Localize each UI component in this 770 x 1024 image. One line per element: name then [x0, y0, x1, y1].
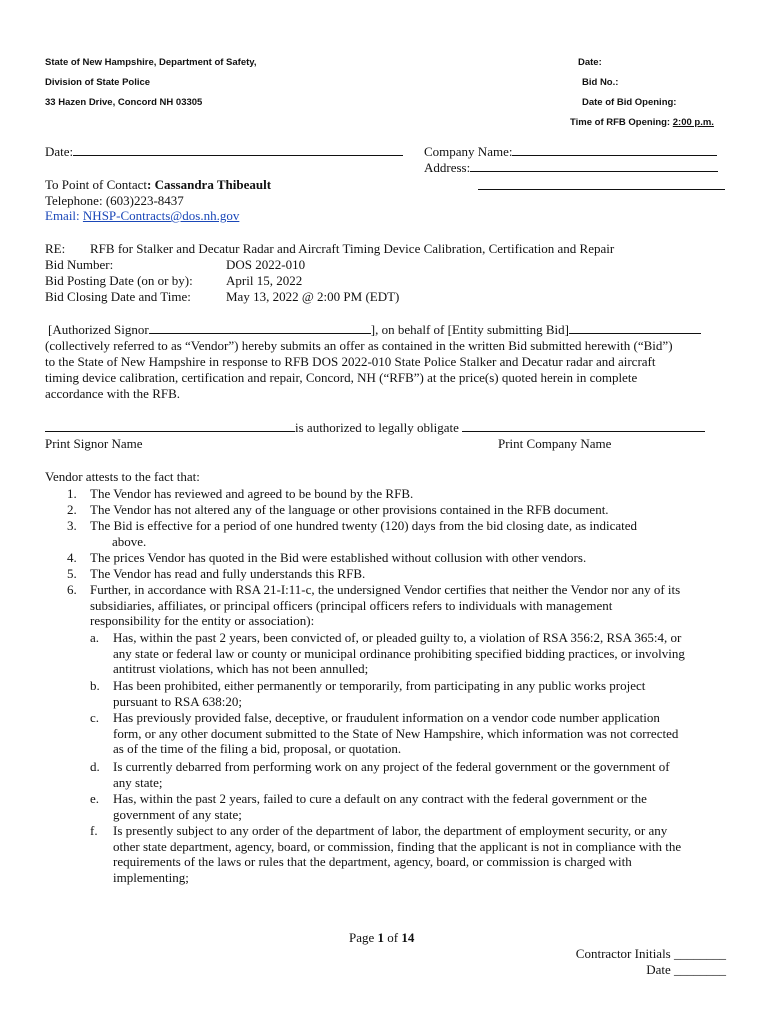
header-date-opening-label: Date of Bid Opening:: [582, 97, 677, 108]
company-name-field[interactable]: [512, 144, 717, 156]
header-division: Division of State Police: [45, 77, 151, 88]
initials-label: Contractor Initials: [575, 946, 674, 961]
footer-date-label: Date: [646, 962, 674, 977]
attest-item-number: 1.: [67, 486, 77, 501]
subitem-line: Is currently debarred from performing work on any project of the federal government or the government of: [113, 759, 670, 774]
signor-prefix: [Authorized Signor: [48, 322, 149, 337]
signor-suffix: ], on behalf of [Entity submitting Bid]: [370, 322, 569, 337]
attest-item-line: responsibility for the entity or association):: [90, 613, 315, 629]
authorized-signor-field[interactable]: [149, 322, 371, 334]
subitem-line: Has been prohibited, either permanently or temporarily, from participating in any public works project: [113, 678, 646, 693]
time-opening-value: 2:00 p.m.: [672, 117, 714, 128]
subitem: [113, 791, 647, 822]
offer-line-4: timing device calibration, certification and repair, Concord, NH (“RFB”) at the price(s) quoted herein in complete: [45, 370, 638, 385]
subitem: [113, 710, 678, 757]
subitem-letter: e.: [90, 791, 100, 806]
form-date: [45, 144, 403, 160]
subitem-line: other state department, agency, board, or commission, finding that the applicant is not in compliance with the: [113, 838, 682, 854]
subitem-line: any state;: [113, 774, 163, 790]
re-row-label: Bid Closing Date and Time:: [45, 289, 191, 304]
telephone: Telephone: (603)223-8437: [45, 193, 184, 208]
header-address: 33 Hazen Drive, Concord NH 03305: [45, 97, 203, 108]
offer-line-2: (collectively referred to as “Vendor”) hereby submits an offer as contained in the written Bid submitted herewith (“Bid”): [45, 338, 673, 353]
subitem: [113, 759, 670, 790]
subitem: [113, 630, 685, 677]
attest-item: [90, 502, 609, 518]
subitem-line: implementing;: [113, 869, 189, 885]
attest-item: [90, 582, 680, 629]
subitem-letter: d.: [90, 759, 100, 774]
poc-name: : Cassandra Thibeault: [147, 177, 272, 192]
header-agency: State of New Hampshire, Department of Safety,: [45, 57, 257, 68]
attest-item-number: 4.: [67, 550, 77, 565]
subitem-line: any state or federal law or county or municipal ordinance prohibiting specified bidding practices, or involving: [113, 645, 685, 661]
subitem: [113, 823, 681, 885]
subitem-letter: c.: [90, 710, 100, 725]
attest-item-number: 2.: [67, 502, 77, 517]
subitem-letter: a.: [90, 630, 100, 645]
address-field-line2[interactable]: [478, 189, 725, 190]
subitem-line: requirements of the laws or rules that the department, agency, board, or commission is charged with: [113, 854, 632, 870]
re-subject: RFB for Stalker and Decatur Radar and Aircraft Timing Device Calibration, Certification and Repair: [90, 241, 615, 256]
subitem-line: Has, within the past 2 years, failed to cure a default on any contract with the federal government or the: [113, 791, 647, 806]
attest-item: [90, 518, 637, 549]
address-field[interactable]: [470, 160, 718, 172]
attest-item-line: Further, in accordance with RSA 21-I:11-c, the undersigned Vendor certifies that neither the Vendor nor any of its: [90, 582, 681, 597]
poc-label: To Point of Contact: [45, 177, 148, 192]
entity-field[interactable]: [569, 322, 701, 334]
page-current: 1: [377, 930, 385, 945]
offer-line-3: to the State of New Hampshire in response to RFB DOS 2022-010 State Police Stalker and Decatur radar and aircraft: [45, 354, 656, 369]
authorization-middle: is authorized to legally obligate: [295, 420, 463, 435]
address-label: Address:: [424, 160, 471, 175]
footer-date-field[interactable]: ________: [674, 962, 726, 977]
header-bid-no-label: Bid No.:: [582, 77, 619, 88]
attest-item-line: above.: [112, 533, 147, 549]
attest-item-line: The Bid is effective for a period of one hundred twenty (120) days from the bid closing date, as indicated: [90, 518, 638, 533]
re-label: RE:: [45, 241, 66, 256]
subitem-line: as of the time of the filing a bid, proposal, or quotation.: [113, 741, 402, 757]
email-link[interactable]: NHSP-Contracts@dos.nh.gov: [82, 208, 240, 223]
page-number: [349, 930, 414, 946]
attest-item-number: 3.: [67, 518, 77, 533]
initials-field[interactable]: ________: [674, 946, 726, 961]
header-date-label: Date:: [578, 57, 602, 68]
attest-item: [90, 550, 586, 566]
attest-item-number: 6.: [67, 582, 77, 597]
attest-item-line: The Vendor has reviewed and agreed to be bound by the RFB.: [90, 486, 414, 501]
attest-item-line: The Vendor has read and fully understands this RFB.: [90, 566, 366, 581]
re-row-value: April 15, 2022: [226, 273, 303, 288]
contractor-initials: [576, 946, 726, 962]
print-signor-label: Print Signor Name: [45, 436, 143, 451]
form-date-field[interactable]: [73, 144, 403, 156]
subitem-line: form, or any other document submitted to the State of New Hampshire, which information was not corrected: [113, 725, 679, 741]
email-label: Email:: [45, 208, 83, 223]
re-row-value: May 13, 2022 @ 2:00 PM (EDT): [226, 289, 400, 304]
footer-date: [646, 962, 726, 978]
subitem-line: government of any state;: [113, 806, 242, 822]
offer-line-1: [48, 322, 701, 338]
attest-item-line: subsidiaries, affiliates, or principal officers (principal officers refers to individuals with management: [90, 597, 613, 613]
form-company: [424, 144, 717, 160]
subitem-line: Is presently subject to any order of the department of labor, the department of employment security, or any: [113, 823, 668, 838]
subitem-line: antitrust violations, which has not been annulled;: [113, 661, 369, 677]
subitem-line: pursuant to RSA 638:20;: [113, 693, 242, 709]
authorization-line: [45, 420, 705, 436]
header-time-opening: [570, 117, 714, 128]
subitem-letter: f.: [90, 823, 98, 838]
print-company-field[interactable]: [462, 420, 705, 432]
re-row-value: DOS 2022-010: [226, 257, 306, 272]
offer-line-5: accordance with the RFB.: [45, 386, 181, 401]
poc-line: [45, 177, 271, 193]
subitem-line: Has previously provided false, deceptive, or fraudulent information on a vendor code number application: [113, 710, 660, 725]
subitem-line: Has, within the past 2 years, been convicted of, or pleaded guilty to, a violation of RSA 356:2, RSA 365:4, or: [113, 630, 682, 645]
attest-item: [90, 486, 413, 502]
time-opening-label: Time of RFB Opening:: [570, 117, 673, 128]
subitem-letter: b.: [90, 678, 100, 693]
re-row-label: Bid Posting Date (on or by):: [45, 273, 193, 288]
page-word: Page: [349, 930, 378, 945]
company-name-label: Company Name:: [424, 144, 513, 159]
attest-item: [90, 566, 365, 582]
page-total: 14: [401, 930, 415, 945]
print-company-label: Print Company Name: [498, 436, 612, 451]
email-line: [45, 208, 239, 224]
form-address: [424, 160, 718, 176]
attest-item-line: The Vendor has not altered any of the language or other provisions contained in the RFB document.: [90, 502, 609, 517]
re-row-label: Bid Number:: [45, 257, 114, 272]
print-signor-field[interactable]: [45, 420, 295, 432]
form-date-label: Date:: [45, 144, 74, 159]
subitem: [113, 678, 645, 709]
attest-item-line: The prices Vendor has quoted in the Bid were established without collusion with other vendors.: [90, 550, 587, 565]
attest-intro: Vendor attests to the fact that:: [45, 469, 200, 484]
attest-item-number: 5.: [67, 566, 77, 581]
page-of-word: of: [384, 930, 402, 945]
